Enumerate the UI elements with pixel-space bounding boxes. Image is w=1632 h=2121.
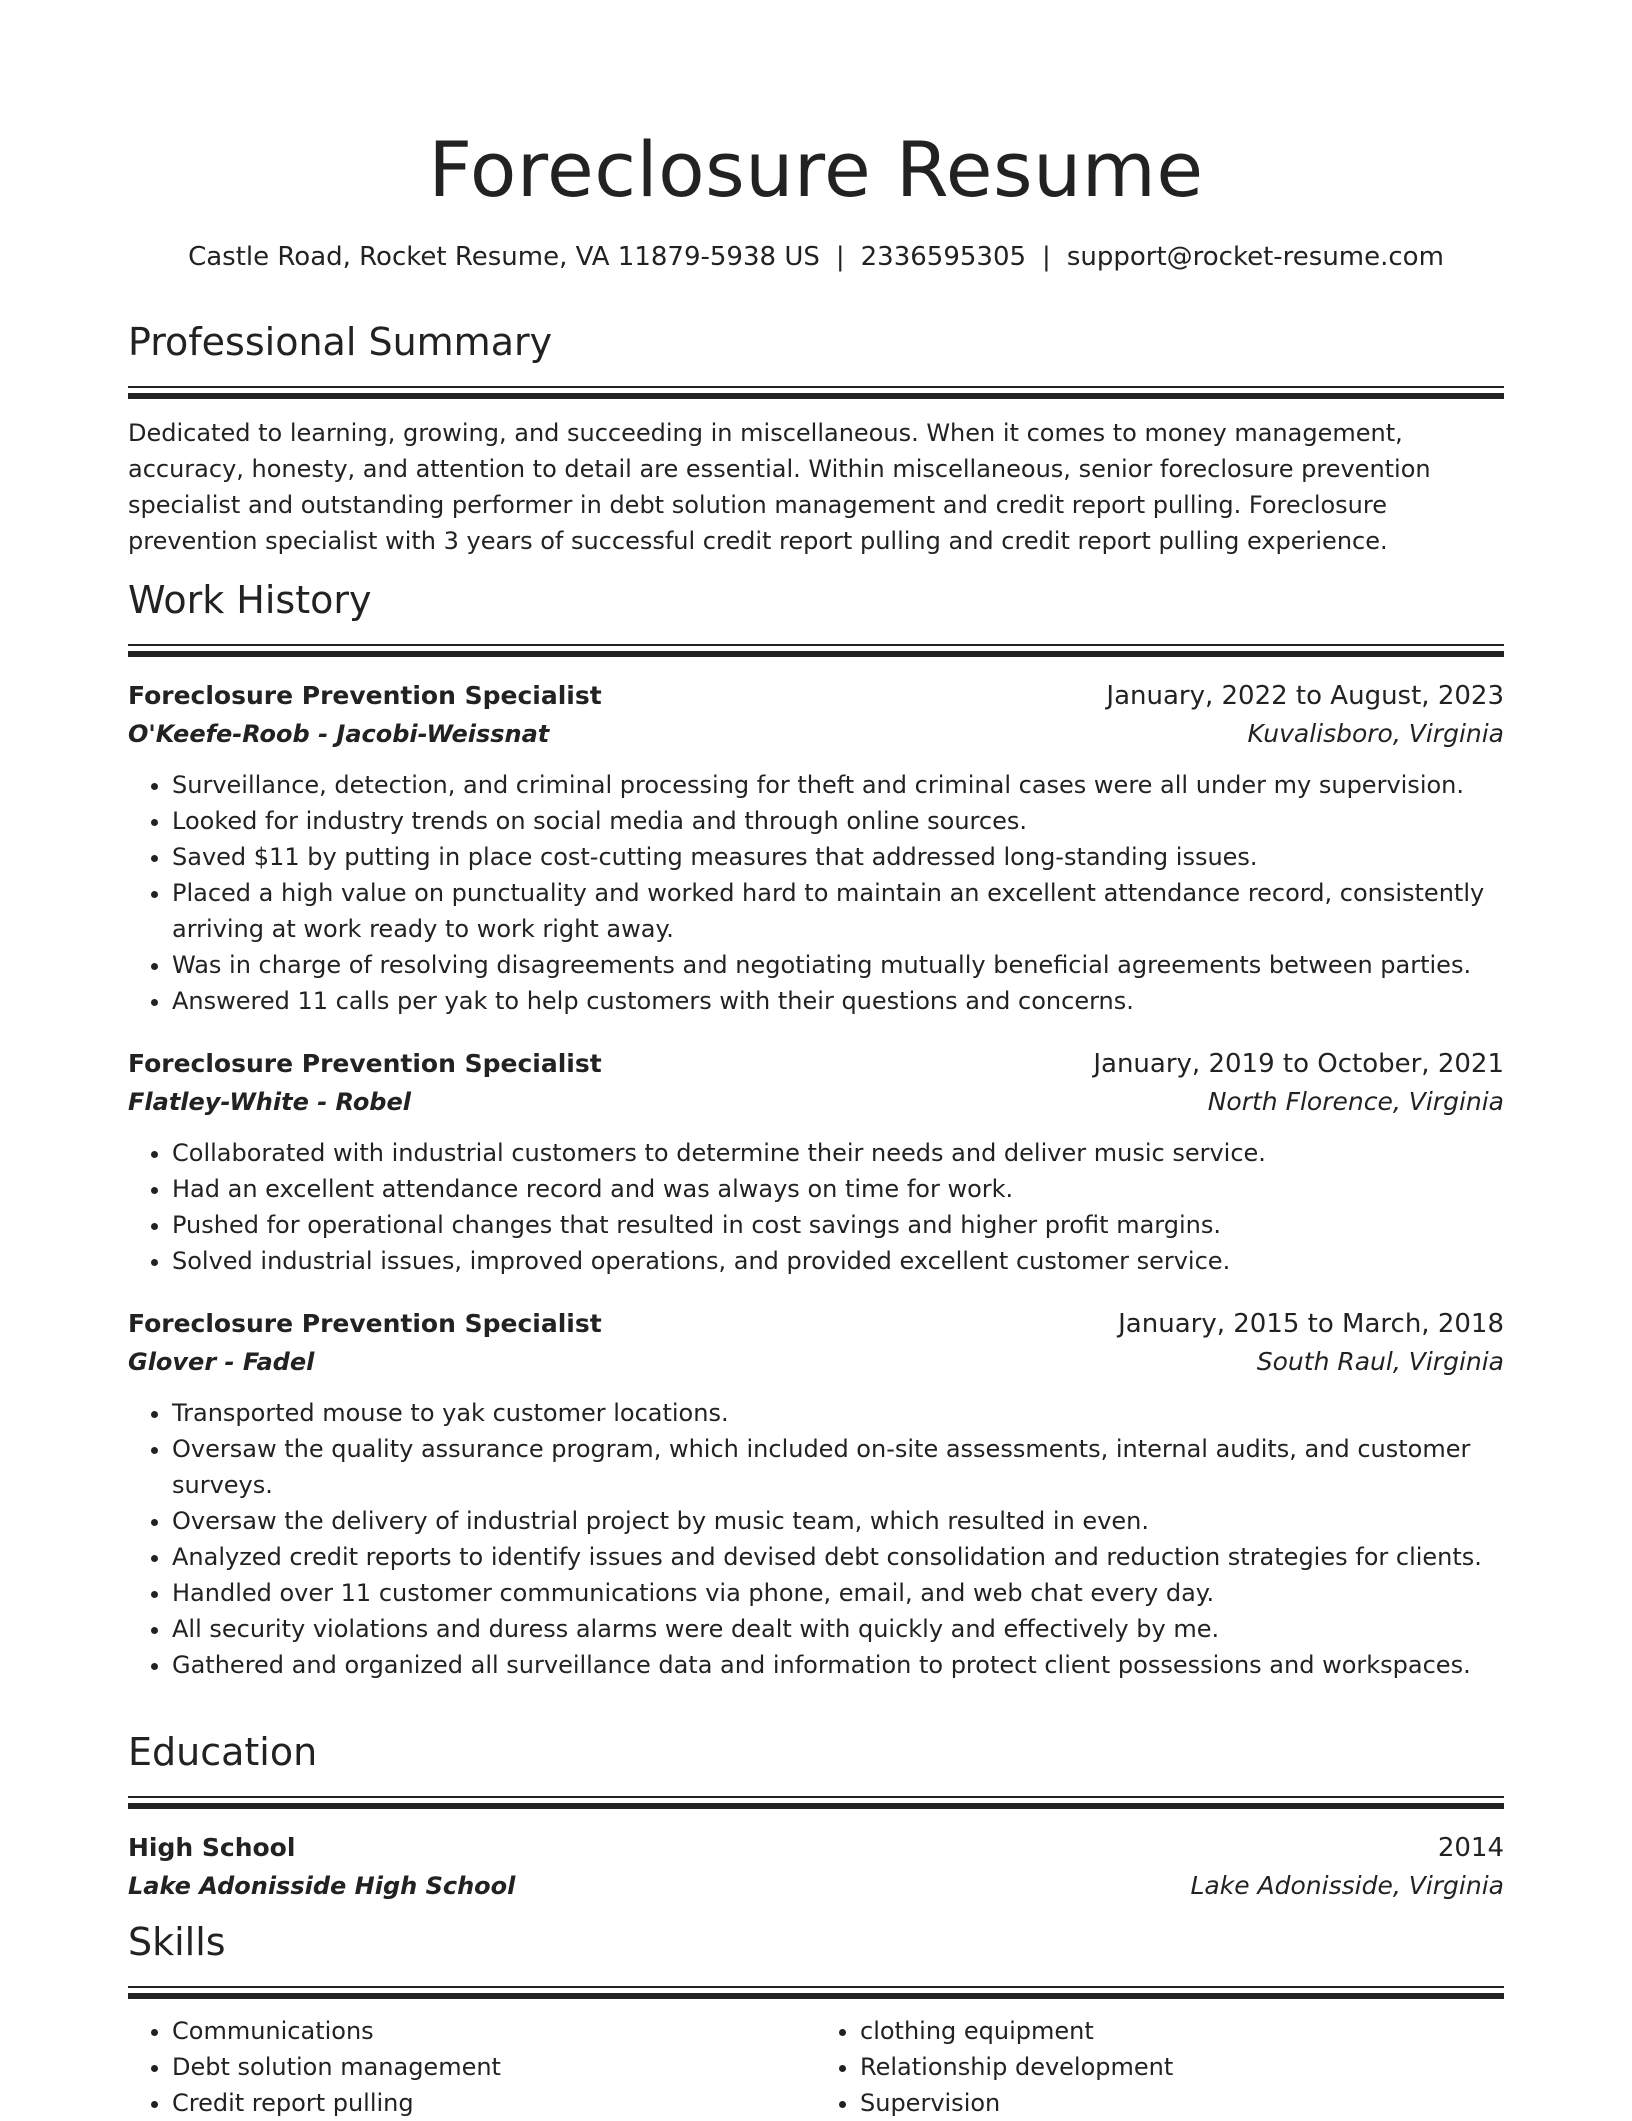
job-title: Foreclosure Prevention Specialist [128, 1049, 602, 1078]
list-item: • Pushed for operational changes that resulted in cost savings and higher profit margins. [172, 1207, 1504, 1243]
skill-item: • clothing equipment [860, 2013, 1504, 2049]
skills-list-right [816, 2013, 1504, 2121]
education-school: Lake Adonisside High School [128, 1872, 516, 1900]
list-item: • Oversaw the delivery of industrial project by music team, which resulted in even. [172, 1503, 1504, 1539]
job-title: Foreclosure Prevention Specialist [128, 1309, 602, 1338]
job-bullets [128, 1395, 1504, 1683]
job-entry [128, 1305, 1504, 1683]
job-location: North Florence, Virginia [1207, 1087, 1504, 1116]
list-item: • Was in charge of resolving disagreements and negotiating mutually beneficial agreements between parties. [172, 947, 1504, 983]
list-item: • Surveillance, detection, and criminal processing for theft and criminal cases were all under my supervision. [172, 767, 1504, 803]
education-section [128, 1728, 1504, 1905]
job-entry [128, 1045, 1504, 1279]
skills-list-left [128, 2013, 816, 2121]
summary-section [128, 318, 1504, 559]
section-divider [128, 1986, 1504, 1999]
skill-item: • Supervision [860, 2085, 1504, 2121]
list-item: • All security violations and duress alarms were dealt with quickly and effectively by me. [172, 1611, 1504, 1647]
list-item: • Collaborated with industrial customers to determine their needs and deliver music service. [172, 1135, 1504, 1171]
list-item: • Oversaw the quality assurance program, which included on-site assessments, internal audits, and customer surveys. [172, 1431, 1504, 1503]
education-heading: Education [128, 1730, 318, 1774]
work-history-heading: Work History [128, 578, 372, 622]
job-dates: January, 2022 to August, 2023 [1106, 681, 1504, 711]
section-divider [128, 1796, 1504, 1809]
job-company: Flatley-White - Robel [128, 1088, 411, 1116]
list-item: • Analyzed credit reports to identify issues and devised debt consolidation and reduction strategies for clients. [172, 1539, 1504, 1575]
summary-heading: Professional Summary [128, 320, 553, 364]
education-degree: High School [128, 1833, 296, 1862]
section-divider [128, 644, 1504, 657]
job-company: O'Keefe-Roob - Jacobi-Weissnat [128, 720, 550, 748]
contact-address: Castle Road, Rocket Resume, VA 11879-5938 US [188, 242, 820, 272]
job-title: Foreclosure Prevention Specialist [128, 681, 602, 710]
education-location: Lake Adonisside, Virginia [1190, 1871, 1504, 1900]
list-item: • Solved industrial issues, improved operations, and provided excellent customer service. [172, 1243, 1504, 1279]
job-bullets [128, 1135, 1504, 1279]
list-item: • Transported mouse to yak customer locations. [172, 1395, 1504, 1431]
contact-phone: 2336595305 [860, 242, 1027, 272]
skills-section [128, 1918, 1504, 2121]
contact-separator: | [835, 242, 845, 272]
list-item: • Gathered and organized all surveillance data and information to protect client possessions and workspaces. [172, 1647, 1504, 1683]
education-entry [128, 1829, 1504, 1905]
work-history-section [128, 576, 1504, 1683]
job-entry [128, 677, 1504, 1019]
list-item: • Looked for industry trends on social media and through online sources. [172, 803, 1504, 839]
skill-item: • Relationship development [860, 2049, 1504, 2085]
education-year: 2014 [1437, 1833, 1504, 1863]
skill-item: • Debt solution management [172, 2049, 816, 2085]
job-location: South Raul, Virginia [1256, 1347, 1504, 1376]
job-dates: January, 2015 to March, 2018 [1118, 1309, 1504, 1339]
skills-columns [128, 2013, 1504, 2121]
summary-text: Dedicated to learning, growing, and succeeding in miscellaneous. When it comes to money management, accuracy, honesty, and attention to detail are essential. Within miscellaneous, senior foreclosure prevention specialist and outstanding performer in debt solution management and credit report pulling. Foreclosure prevention specialist with 3 years of successful credit report pulling and credit report pulling experience. [128, 419, 1431, 555]
list-item: • Handled over 11 customer communications via phone, email, and web chat every day. [172, 1575, 1504, 1611]
contact-email: support@rocket-resume.com [1066, 242, 1444, 272]
list-item: • Placed a high value on punctuality and worked hard to maintain an excellent attendance record, consistently arriving at work ready to work right away. [172, 875, 1504, 947]
skills-heading: Skills [128, 1920, 226, 1964]
section-divider [128, 386, 1504, 399]
job-company: Glover - Fadel [128, 1348, 315, 1376]
job-location: Kuvalisboro, Virginia [1247, 719, 1504, 748]
skill-item: • Communications [172, 2013, 816, 2049]
list-item: • Had an excellent attendance record and was always on time for work. [172, 1171, 1504, 1207]
contact-line [128, 240, 1504, 274]
job-dates: January, 2019 to October, 2021 [1093, 1049, 1504, 1079]
contact-separator: | [1042, 242, 1051, 272]
resume-title: Foreclosure Resume [428, 125, 1204, 214]
skill-item: • Credit report pulling [172, 2085, 816, 2121]
job-bullets [128, 767, 1504, 1019]
list-item: • Saved $11 by putting in place cost-cutting measures that addressed long-standing issues. [172, 839, 1504, 875]
list-item: • Answered 11 calls per yak to help customers with their questions and concerns. [172, 983, 1504, 1019]
